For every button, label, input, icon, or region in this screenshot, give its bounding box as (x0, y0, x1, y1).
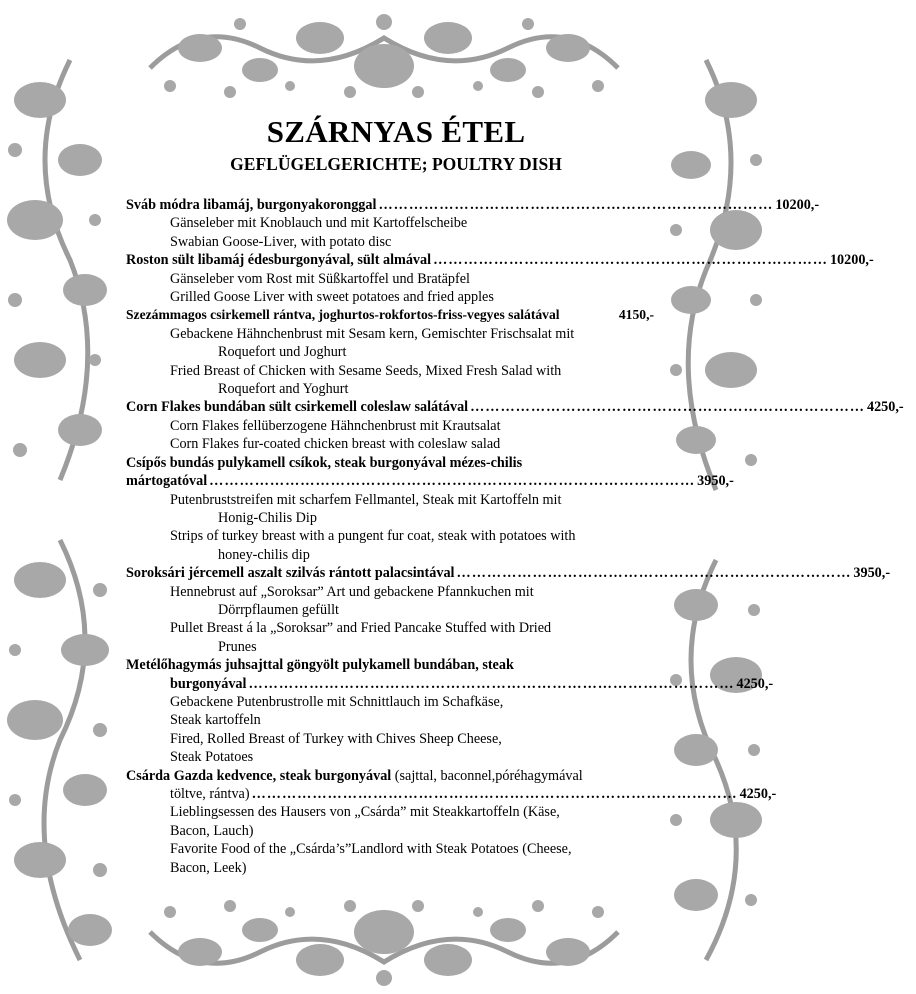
left-lower-floral-ornament (0, 540, 120, 960)
dish-headline (126, 675, 774, 693)
dish-price: 3950,- (853, 565, 891, 582)
dish-item (126, 656, 774, 766)
dish-item (126, 398, 904, 453)
dish-headline (126, 472, 734, 490)
dish-price: 3950,- (697, 473, 734, 490)
dish-name: Szezámmagos csirkemell rántva, joghurtos-rokfortos-friss-vegyes salátával (126, 307, 560, 323)
dish-item (126, 251, 874, 306)
leader-dots: …………………………………………………………………… (433, 252, 828, 269)
dish-price: 4250,- (866, 399, 904, 416)
leader-dots: …………………………………………………………………… (470, 399, 865, 416)
dish-german: Corn Flakes fellüberzogene Hähnchenbrust mit Krautsalat (170, 417, 501, 434)
dish-name: Csípős bundás pulykamell csíkok, steak burgonyával mézes-chilis (126, 454, 523, 471)
dish-german: Hennebrust auf „Soroksar” Art und gebackene Pfannkuchen mit (170, 583, 534, 600)
dish-name: Soroksári jércemell aszalt szilvás rántott palacsintával (126, 565, 455, 582)
dish-german: Gebackene Putenbrustrolle mit Schnittlauch im Schafkäse, (170, 693, 504, 710)
bottom-floral-ornament (140, 892, 628, 990)
dish-english: Strips of turkey breast with a pungent fur coat, steak with potatoes with (170, 528, 576, 545)
dish-english: Corn Flakes fur-coated chicken breast with coleslaw salad (170, 436, 501, 453)
leader-dots: …………………………………………………………………………………… (209, 473, 696, 490)
dish-headline (126, 785, 777, 803)
dish-english: Pullet Breast á la „Soroksar” and Fried Pancake Stuffed with Dried (170, 620, 552, 637)
dish-price: 4250,- (736, 675, 774, 692)
dish-name: Csárda Gazda kedvence, steak burgonyával (126, 767, 392, 784)
page-title: SZÁRNYAS ÉTEL (266, 114, 526, 149)
dish-item (126, 767, 777, 877)
left-upper-floral-ornament (0, 60, 110, 480)
dish-german-cont: Steak kartoffeln (170, 712, 261, 729)
dish-german: Gänseleber mit Knoblauch und mit Kartoffelscheibe (170, 215, 468, 232)
dish-note-cont: töltve, rántva) (170, 786, 250, 802)
dish-english: Fried Breast of Chicken with Sesame Seeds, Mixed Fresh Salad with (170, 362, 562, 379)
dish-item (126, 454, 734, 564)
dish-name: Metélőhagymás juhsajttal göngyölt pulykamell bundában, steak (126, 657, 514, 674)
leader-dots: …………………………………………………………………… (456, 565, 852, 582)
dish-german-cont: Roquefort und Joghurt (218, 344, 347, 361)
top-floral-ornament (140, 8, 628, 106)
dish-headline (126, 196, 820, 214)
dish-english: Grilled Goose Liver with sweet potatoes and fried apples (170, 289, 494, 306)
right-upper-floral-ornament (666, 60, 768, 490)
dish-price: 4250,- (739, 786, 777, 802)
dish-price: 10200,- (775, 197, 820, 213)
dish-german: Gänseleber vom Rost mit Süßkartoffel und Bratäpfel (170, 270, 470, 287)
dish-german-cont: Honig-Chilis Dip (218, 509, 317, 526)
dish-headline (126, 306, 666, 324)
dish-item (126, 306, 666, 398)
dish-english-cont: Steak Potatoes (170, 749, 254, 766)
dish-german-cont: Bacon, Lauch) (170, 822, 254, 839)
dish-headline (126, 398, 904, 416)
dish-note: (sajttal, baconnel,póréhagymával (391, 767, 583, 784)
dish-english: Swabian Goose-Liver, with potato disc (170, 233, 392, 250)
dish-title-line (126, 767, 666, 785)
dish-german: Lieblingsessen des Hausers von „Csárda” mit Steakkartoffeln (Käse, (170, 804, 560, 821)
dish-list (126, 196, 904, 877)
dish-price: 10200,- (829, 252, 874, 269)
dish-english-cont: Roquefort and Yoghurt (218, 381, 349, 398)
dish-english-cont: honey-chilis dip (218, 546, 310, 563)
dish-name: Corn Flakes bundában sült csirkemell coleslaw salátával (126, 399, 469, 416)
dish-price: 4150,- (618, 307, 654, 323)
dish-item (126, 564, 891, 656)
dish-name: Sváb módra libamáj, burgonyakoronggal (126, 197, 377, 213)
dish-headline (126, 251, 874, 269)
dish-name-cont: burgonyával (170, 675, 247, 692)
dish-german-cont: Dörrpflaumen gefüllt (218, 601, 339, 618)
dish-name: Roston sült libamáj édesburgonyával, sült almával (126, 252, 432, 269)
dish-item (126, 196, 820, 251)
dish-english: Favorite Food of the „Csárda’s”Landlord with Steak Potatoes (Cheese, (170, 841, 572, 858)
leader-dots: …………………………………………………………………………………… (251, 786, 738, 802)
dish-english: Fired, Rolled Breast of Turkey with Chives Sheep Cheese, (170, 730, 502, 747)
leader-dots: …………………………………………………………………………………… (248, 675, 735, 692)
dish-german: Putenbruststreifen mit scharfem Fellmantel, Steak mit Kartoffeln mit (170, 491, 562, 508)
dish-headline (126, 564, 891, 582)
leader-dots: …………………………………………………………………… (378, 197, 774, 213)
page-subtitle: GEFLÜGELGERICHTE; POULTRY DISH (230, 154, 562, 174)
dish-german: Gebackene Hähnchenbrust mit Sesam kern, Gemischter Frischsalat mit (170, 325, 575, 342)
dish-english-cont: Bacon, Leek) (170, 859, 247, 876)
right-lower-floral-ornament (666, 560, 768, 960)
dish-name-cont: mártogatóval (126, 473, 208, 490)
dish-english-cont: Prunes (218, 638, 257, 655)
